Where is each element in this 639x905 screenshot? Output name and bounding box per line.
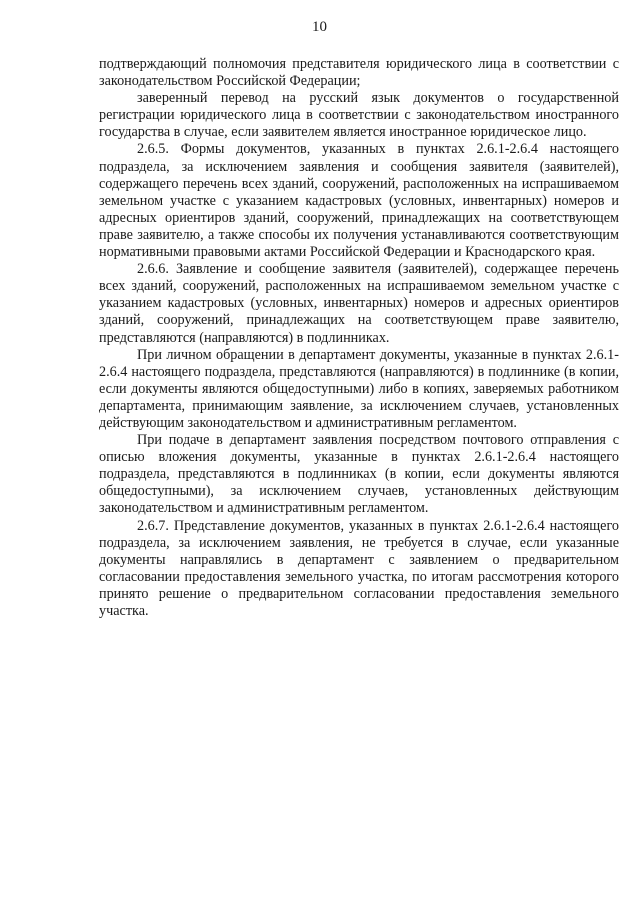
paragraph-7: 2.6.7. Представление документов, указанных в пунктах 2.6.1-2.6.4 настоящего подраздела, за исключением заявления, не требуется в случае, если указанные документы направлялись в департамент с заявлением о предварительном согласовании предоставления земельного участка, по итогам рассмотрения которого принято решение о предварительном согласовании предоставления земельного участка. [99, 517, 619, 619]
paragraph-5: При личном обращении в департамент документы, указанные в пунктах 2.6.1-2.6.4 настоящего подраздела, представляются (направляются) в подлиннике (в копии, если документы являются общедоступными) либо в копиях, заверяемых работником департамента, принимающим заявление, за исключением случаев, установленных действующим законодательством и административным регламентом. [99, 346, 619, 431]
paragraph-4: 2.6.6. Заявление и сообщение заявителя (заявителей), содержащее перечень всех зданий, сооружений, расположенных на испрашиваемом земельном участке с указанием кадастровых (условных, инвентарных) номеров и адресных ориентиров зданий, сооружений, принадлежащих на соответствующем праве заявителю, представляются (направляются) в подлинниках. [99, 261, 619, 346]
page-number: 10 [312, 19, 327, 35]
paragraph-1: подтверждающий полномочия представителя юридического лица в соответствии с законодательством Российской Федерации; [99, 56, 619, 90]
paragraph-6: При подаче в департамент заявления посредством почтового отправления с описью вложения документы, указанные в пунктах 2.6.1-2.6.4 настоящего подраздела, представляются в подлинниках (в копии, если документы являются общедоступными), за исключением случаев, установленных действующим законодательством и административным регламентом. [99, 432, 619, 517]
document-body [99, 56, 619, 620]
paragraph-3: 2.6.5. Формы документов, указанных в пунктах 2.6.1-2.6.4 настоящего подраздела, за исключением заявления и сообщения заявителя (заявителей), содержащего перечень всех зданий, сооружений, расположенных на испрашиваемом земельном участке с указанием кадастровых (условных, инвентарных) номеров и адресных ориентиров зданий, сооружений, принадлежащих на соответствующем праве заявителю, а также способы их получения устанавливаются соответствующим нормативными правовыми актами Российской Федерации и Краснодарского края. [99, 141, 619, 261]
paragraph-2: заверенный перевод на русский язык документов о государственной регистрации юридического лица в соответствии с законодательством иностранного государства в случае, если заявителем является иностранное юридическое лицо. [99, 90, 619, 141]
